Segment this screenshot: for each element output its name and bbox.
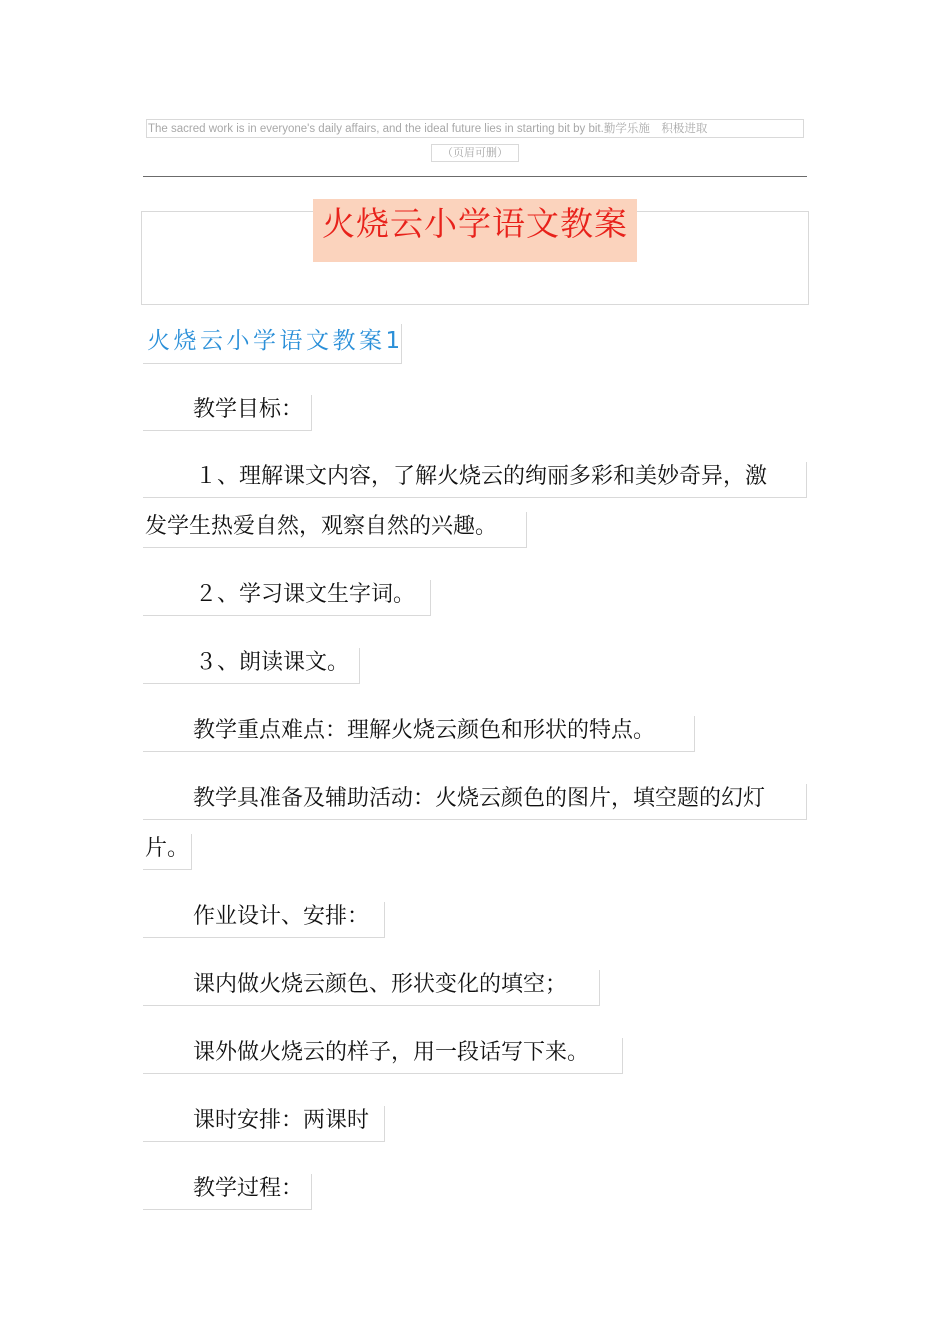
header-note: （页眉可删） [431,144,519,162]
homework-after-class: 课外做火烧云的样子，用一段话写下来。 [143,1038,623,1074]
document-title: 火烧云小学语文教案 [313,199,637,262]
header-divider [143,176,807,177]
key-points: 教学重点难点：理解火烧云颜色和形状的特点。 [143,716,695,752]
preparation-line-1: 教学具准备及辅助活动：火烧云颜色的图片，填空题的幻灯 [143,784,807,820]
process-label: 教学过程： [143,1174,312,1210]
header-motto: The sacred work is in everyone's daily affairs, and the ideal future lies in starting bit by bit.勤学乐施 积极进取 [146,119,804,138]
section-heading: 火烧云小学语文教案1 [143,324,402,364]
goals-label: 教学目标： [143,395,312,431]
goal-1-line-2: 发学生热爱自然，观察自然的兴趣。 [143,512,527,548]
goal-2: ２、学习课文生字词。 [143,580,431,616]
homework-label: 作业设计、安排： [143,902,385,938]
goal-3: ３、朗读课文。 [143,648,360,684]
preparation-line-2: 片。 [143,834,192,870]
schedule: 课时安排：两课时 [143,1106,385,1142]
homework-in-class: 课内做火烧云颜色、形状变化的填空； [143,970,600,1006]
goal-1-line-1: １、理解课文内容，了解火烧云的绚丽多彩和美妙奇异，激 [143,462,807,498]
